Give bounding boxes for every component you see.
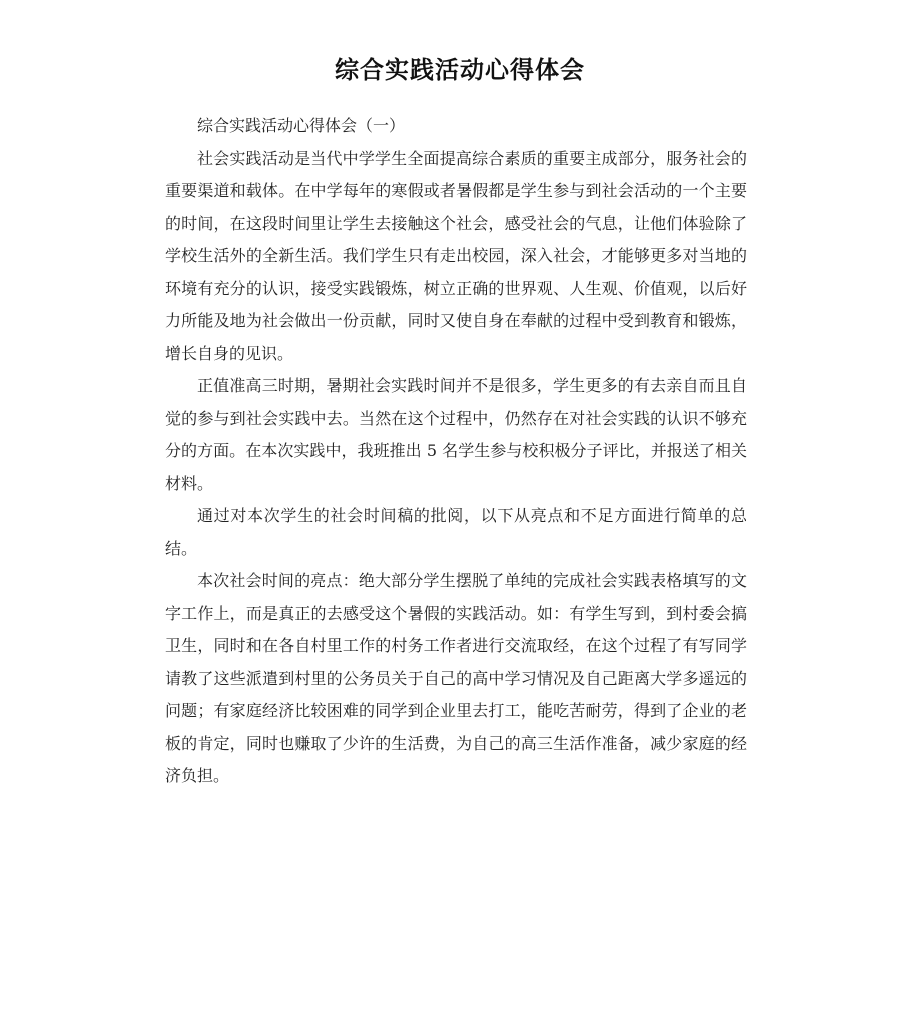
- paragraph: 正值准高三时期，暑期社会实践时间并不是很多，学生更多的有去亲自而且自觉的参与到社会实践中去。当然在这个过程中，仍然存在对社会实践的认识不够充分的方面。在本次实践中，我班推出 5 名学生参与校积极分子评比，并报送了相关材料。: [165, 376, 747, 493]
- paragraph: 社会实践活动是当代中学学生全面提高综合素质的重要主成部分，服务社会的重要渠道和载体。在中学每年的寒假或者暑假都是学生参与到社会活动的一个主要的时间，在这段时间里让学生去接触这个社会，感受社会的气息，让他们体验除了学校生活外的全新生活。我们学生只有走出校园，深入社会，才能够更多对当地的环境有充分的认识，接受实践锻炼，树立正确的世界观、人生观、价值观，以后好力所能及地为社会做出一份贡献，同时又使自身在奉献的过程中受到教育和锻炼，增长自身的见识。: [165, 148, 747, 363]
- section-subtitle: 综合实践活动心得体会（一）: [197, 116, 406, 135]
- paragraph: 本次社会时间的亮点：绝大部分学生摆脱了单纯的完成社会实践表格填写的文字工作上，而是真正的去感受这个暑假的实践活动。如：有学生写到，到村委会搞卫生，同时和在各自村里工作的村务工作者进行交流取经，在这个过程了有写同学请教了这些派遣到村里的公务员关于自己的高中学习情况及自己距离大学多遥远的问题；有家庭经济比较困难的同学到企业里去打工，能吃苦耐劳，得到了企业的老板的肯定，同时也赚取了少许的生活费，为自己的高三生活作准备，减少家庭的经济负担。: [165, 571, 747, 785]
- paragraph: 通过对本次学生的社会时间稿的批阅，以下从亮点和不足方面进行简单的总结。: [165, 506, 747, 558]
- document-title: 综合实践活动心得体会: [335, 56, 585, 84]
- document-body: [165, 110, 747, 793]
